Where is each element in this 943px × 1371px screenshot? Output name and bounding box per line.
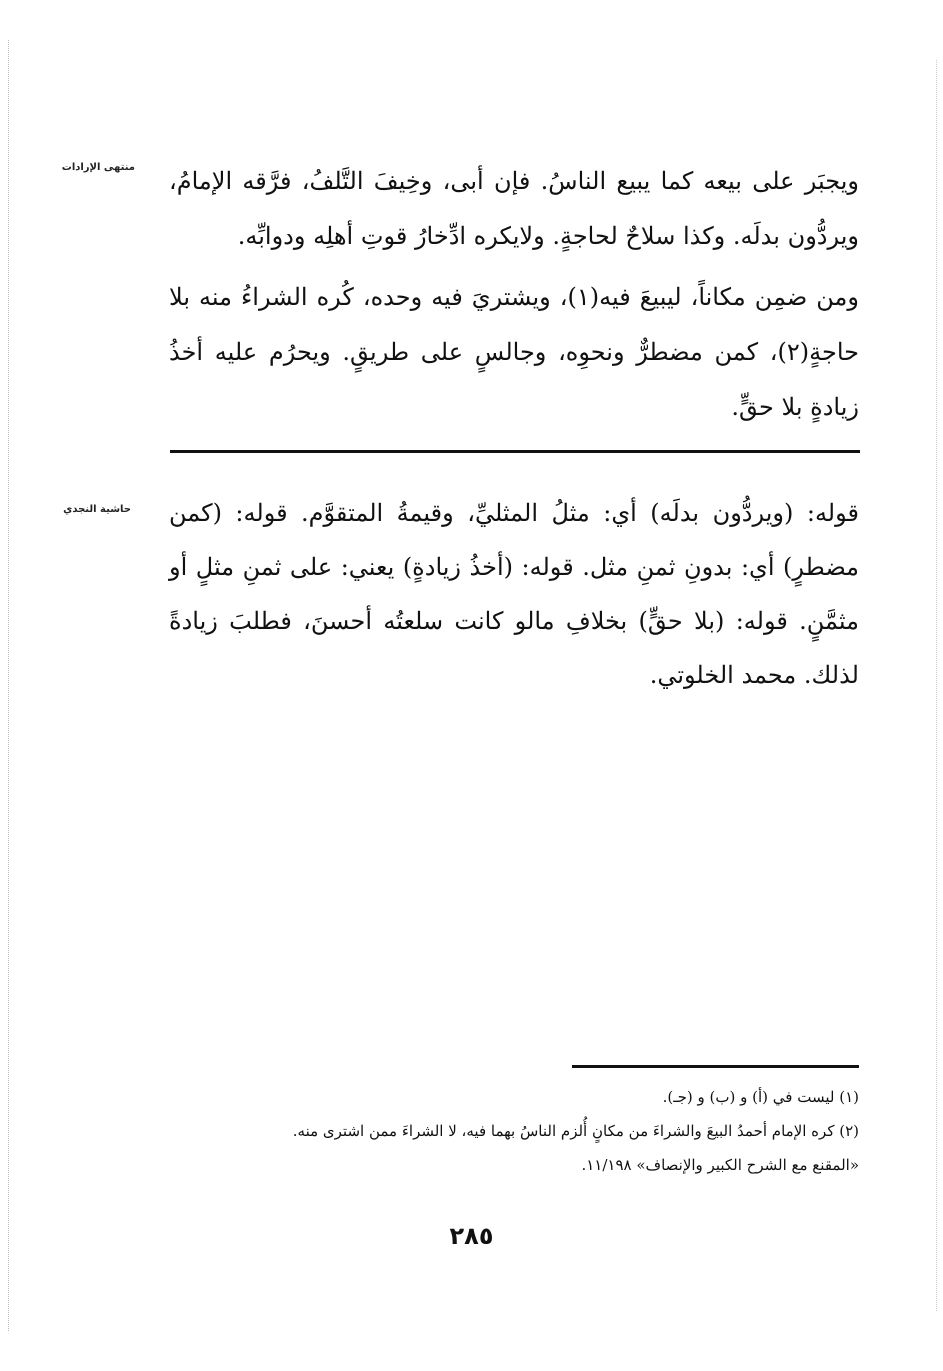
commentary-text (169, 486, 859, 702)
footnote-rule (572, 1065, 859, 1068)
commentary-paragraph: قوله: (ويردُّون بدلَه) أي: مثلُ المثليِّ، وقيمةُ المتقوَّم. قوله: (كمن مضطرٍ) أي: بدونِ ثمنِ مثل. قوله: (أخذُ زيادةٍ) يعني: على ثمنِ مثلٍ أو مثمَّنٍ. قوله: (بلا حقٍّ) بخلافِ مالو كانت سلعتُه أحسنَ، فطلبَ زيادةً لذلك. محمد الخلوتي. (169, 499, 859, 689)
footnote-1: (١) ليست في (أ) و (ب) و (جـ). (662, 1088, 859, 1106)
margin-label-source: منتهى الإرادات (61, 162, 135, 173)
main-paragraph-1: ويجبَر على بيعه كما يبيع الناسُ. فإن أبى، وخِيفَ التَّلفُ، فرَّقه الإمامُ، ويردُّون بدلَه. وكذا سلاحٌ لحاجةٍ. ولايكره ادِّخارُ قوتِ أهلِه ودوابِّه. (169, 167, 859, 250)
footnote-2-reference: «المقنع مع الشرح الكبير والإنصاف» ١١/١٩٨. (581, 1156, 859, 1174)
scan-edge-right (936, 60, 937, 1311)
main-paragraph-2: ومن ضمِن مكاناً، ليبيعَ فيه(١)، ويشتريَ فيه وحده، كُره الشراءُ منه بلا حاجةٍ(٢)، كمن مضطرٌّ ونحوِه، وجالسٍ على طريقٍ. ويحرُم عليه أخذُ زيادةٍ بلا حقٍّ. (169, 283, 859, 421)
footnotes (159, 1080, 859, 1182)
margin-label-commentary: حاشية النجدي (63, 504, 131, 515)
page-number: ٢٨٥ (449, 1222, 494, 1250)
footnote-2: (٢) كره الإمام أحمدُ البيعَ والشراءَ من مكانٍ أُلزم الناسُ بهما فيه، لا الشراءَ ممن اشترى منه. (292, 1122, 859, 1140)
section-divider (170, 450, 860, 453)
scan-edge-left (8, 40, 9, 1331)
main-text (169, 154, 859, 435)
